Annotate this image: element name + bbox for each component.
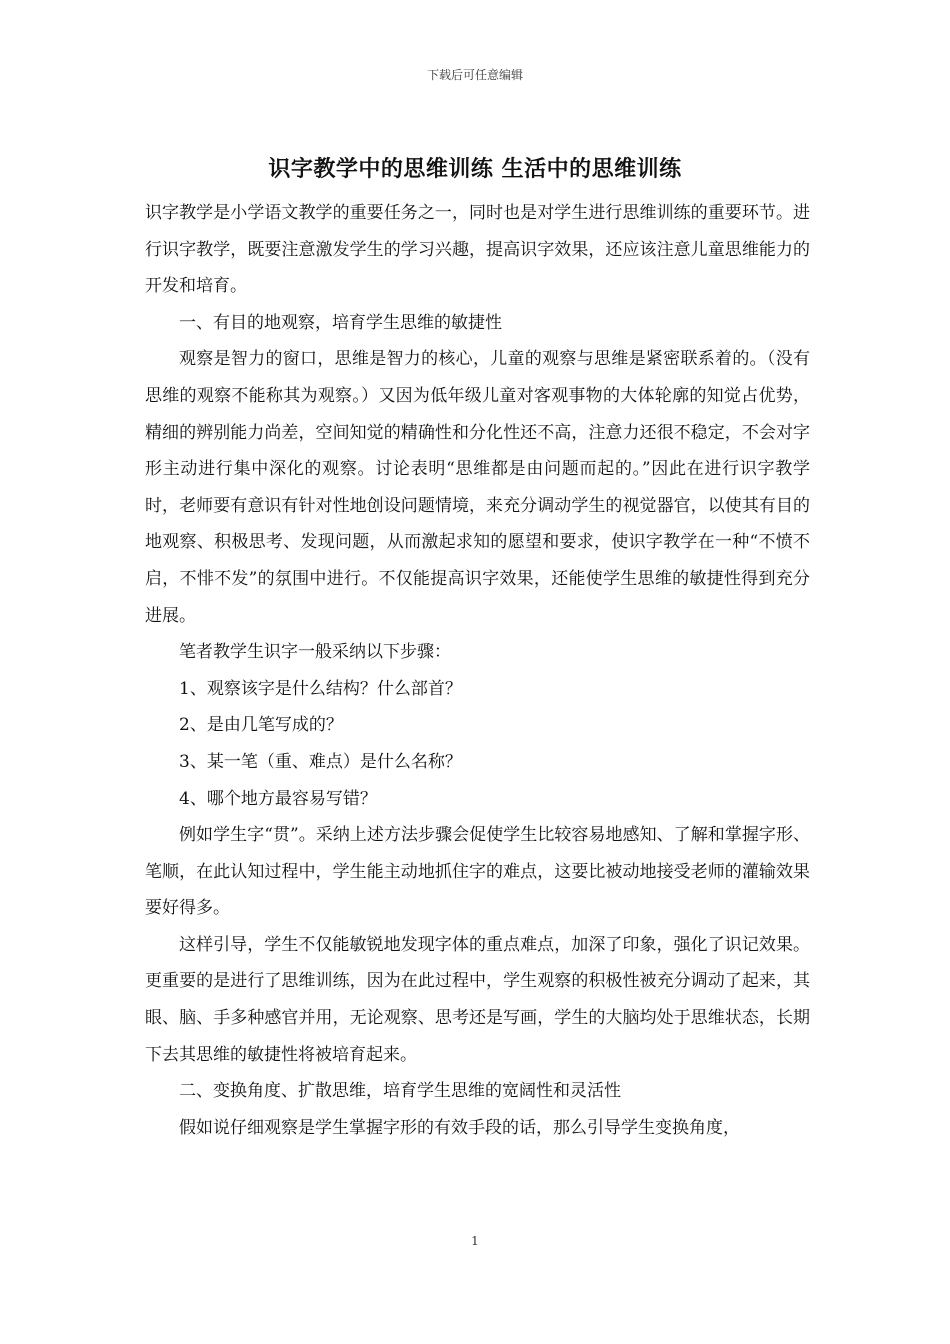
section-heading-2: 二、变换角度、扩散思维，培育学生思维的宽阔性和灵活性 [179,1081,621,1102]
paragraph: 笔者教学生识字一般采纳以下步骤： [179,642,451,663]
paragraph: 这样引导，学生不仅能敏锐地发现字体的重点难点，加深了印象，强化了识记效果。更重要的是进行了思维训练，因为在此过程中，学生观察的积极性被充分调动了起来，其眼、脑、手多种感官并用，无论观察、思考还是写画，学生的大脑均处于思维状态，长期下去其思维的敏捷性将被培育起来。 [145,934,810,1065]
list-item-step-1: 1、观察该字是什么结构？什么部首？ [179,678,462,699]
document-body [145,195,810,1146]
list-item-step-4: 4、哪个地方最容易写错？ [179,788,377,809]
list-item-step-3: 3、某一笔（重、难点）是什么名称？ [179,751,462,772]
paragraph: 例如学生字“贯”。采纳上述方法步骤会促使学生比较容易地感知、了解和掌握字形、笔顺，在此认知过程中，学生能主动地抓住字的难点，这要比被动地接受老师的灌输效果要好得多。 [145,825,810,919]
paragraph-intro: 识字教学是小学语文教学的重要任务之一，同时也是对学生进行思维训练的重要环节。进行识字教学，既要注意激发学生的学习兴趣，提高识字效果，还应该注意儿童思维能力的开发和培育。 [145,203,810,297]
list-item-step-2: 2、是由几笔写成的？ [179,715,343,736]
page-header-note: 下载后可任意编辑 [426,68,523,82]
paragraph: 观察是智力的窗口，思维是智力的核心，儿童的观察与思维是紧密联系着的。（没有思维的观察不能称其为观察。）又因为低年级儿童对客观事物的大体轮廓的知觉占优势，精细的辨别能力尚差，空间知觉的精确性和分化性还不高，注意力还很不稳定，不会对字形主动进行集中深化的观察。讨论表明“思维都是由问题而起的。”因此在进行识字教学时，老师要有意识有针对性地创设问题情境，来充分调动学生的视觉器官，以使其有目的地观察、积极思考、发现问题，从而激起求知的愿望和要求，使识字教学在一种“不愤不启，不悱不发”的氛围中进行。不仅能提高识字效果，还能使学生思维的敏捷性得到充分进展。 [145,349,810,626]
section-heading-1: 一、有目的地观察，培育学生思维的敏捷性 [179,312,502,333]
document-title: 识字教学中的思维训练 生活中的思维训练 [268,156,682,182]
page-number: 1 [471,1234,479,1248]
paragraph: 假如说仔细观察是学生掌握字形的有效手段的话，那么引导学生变换角度， [179,1117,740,1138]
